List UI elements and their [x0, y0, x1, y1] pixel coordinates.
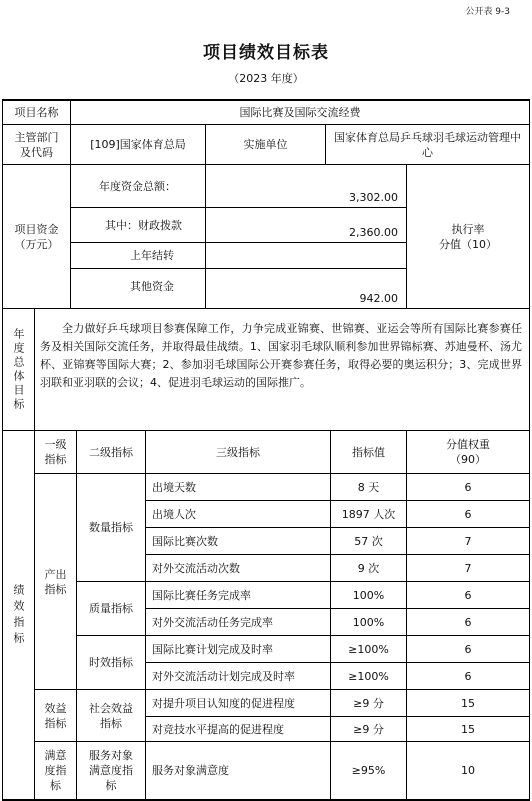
dept-value: [109]国家体育总局	[90, 138, 186, 151]
level2-quantity: 数量指标	[89, 521, 133, 534]
level2-quality: 质量指标	[89, 602, 133, 615]
execution-rate-line1: 执行率	[451, 222, 485, 236]
other-funds-value: 942.00	[359, 292, 398, 305]
row-weight: 10	[461, 764, 475, 777]
row-value: 100%	[352, 588, 385, 602]
year-label: （2023 年度）	[228, 72, 304, 85]
row-value: ≥100%	[348, 669, 389, 683]
level1-output: 产出指标	[44, 567, 67, 596]
execution-rate-label	[407, 165, 529, 308]
row-weight: 6	[464, 480, 472, 494]
row-weight: 6	[464, 588, 472, 602]
row-name: 服务对象满意度	[152, 764, 229, 777]
header-weight-line1: 分值权重	[446, 438, 490, 451]
total-funds-label: 年度资金总额：	[99, 179, 176, 193]
level2-social-line2: 指标	[100, 716, 122, 730]
project-name-value: 国际比赛及国际交流经费	[239, 106, 361, 119]
row-value: ≥95%	[351, 764, 386, 777]
row-name: 对外交流活动计划完成及时率	[152, 669, 295, 683]
row-weight: 15	[461, 722, 475, 736]
project-funds-label: 项目资金（万元）	[14, 222, 59, 251]
row-name: 对提升项目认知度的促进程度	[152, 696, 295, 710]
impl-unit-value: 国家体育总局乒乓球羽毛球运动管理中心	[334, 130, 521, 159]
row-value: ≥100%	[348, 642, 389, 656]
annual-goal-text: 全力做好乒乓球项目参赛保障工作，力争完成亚锦赛、世锦赛、亚运会等所有国际比赛参赛任务及相关国际交流任务，并取得最佳战绩。1、国家羽毛球队顺利参加世界锦标赛、苏迪曼杯、汤尤杯、亚锦赛等国际大赛；2、参加羽毛球国际公开赛参赛任务，取得必要的奥运积分；3、完成世界羽联和亚羽联的会议；4、促进羽毛球运动的国际推广。	[40, 322, 522, 389]
form-number-tag: 公开表 9-3	[465, 7, 510, 17]
row-name: 国际比赛计划完成及时率	[152, 642, 273, 656]
row-value: 8 天	[357, 480, 380, 494]
header-weight	[407, 431, 529, 473]
row-weight: 7	[464, 534, 472, 548]
row-name: 对外交流活动任务完成率	[152, 615, 273, 629]
row-name: 国际比赛任务完成率	[152, 588, 251, 602]
row-weight: 6	[464, 507, 472, 521]
row-weight: 6	[464, 669, 472, 683]
row-weight: 15	[461, 696, 475, 710]
carryover-funds-value	[206, 243, 406, 268]
dept-label-line2: 及代码	[20, 145, 53, 159]
page-title: 项目绩效目标表	[203, 43, 329, 63]
level2-satis-line2: 满意度指	[89, 764, 133, 777]
header-level3: 三级指标	[216, 445, 260, 459]
row-name: 出境人次	[152, 507, 196, 521]
header-level2: 二级指标	[89, 445, 133, 459]
dept-label-line1: 主管部门	[14, 130, 59, 144]
row-value: ≥9 分	[353, 722, 384, 736]
level1-benefit: 效益指标	[44, 701, 67, 730]
row-name: 出境天数	[152, 480, 196, 494]
annual-goal-label: 年度总体目标	[12, 327, 25, 412]
row-weight: 6	[464, 642, 472, 656]
level2-social-line1: 社会效益	[89, 701, 133, 715]
row-name: 对竞技水平提高的促进程度	[152, 722, 284, 736]
impl-unit-label: 实施单位	[243, 138, 288, 151]
row-value: 57 次	[354, 534, 383, 548]
level2-timeliness: 时效指标	[89, 656, 133, 669]
header-weight-line2: （90）	[450, 453, 486, 466]
dept-label	[3, 125, 70, 164]
level1-satisfaction: 满意度指标	[44, 749, 67, 792]
performance-indicators-label: 绩效指标	[12, 583, 25, 648]
total-funds-value: 3,302.00	[349, 191, 398, 204]
row-value: 1897 人次	[341, 507, 396, 521]
header-level1: 一级指标	[44, 438, 67, 466]
level2-satisfaction	[77, 742, 145, 799]
row-value: ≥9 分	[353, 696, 384, 710]
project-name-label: 项目名称	[14, 106, 59, 119]
row-weight: 6	[464, 615, 472, 629]
level2-satis-line3: 标	[105, 779, 117, 792]
row-name: 国际比赛次数	[152, 534, 218, 548]
row-name: 对外交流活动次数	[152, 561, 240, 575]
row-weight: 7	[464, 561, 472, 575]
row-value: 9 次	[357, 561, 380, 575]
level2-satis-line1: 服务对象	[89, 749, 133, 762]
execution-rate-line2: 分值（10）	[439, 237, 497, 251]
fiscal-funds-value: 2,360.00	[349, 226, 398, 239]
fiscal-funds-label: 其中：财政拨款	[105, 218, 182, 232]
other-funds-label: 其他资金	[130, 280, 174, 293]
level2-social-benefit	[77, 690, 145, 741]
row-value: 100%	[352, 615, 385, 629]
header-indicator-value: 指标值	[352, 445, 385, 459]
carryover-funds-label: 上年结转	[130, 249, 174, 262]
